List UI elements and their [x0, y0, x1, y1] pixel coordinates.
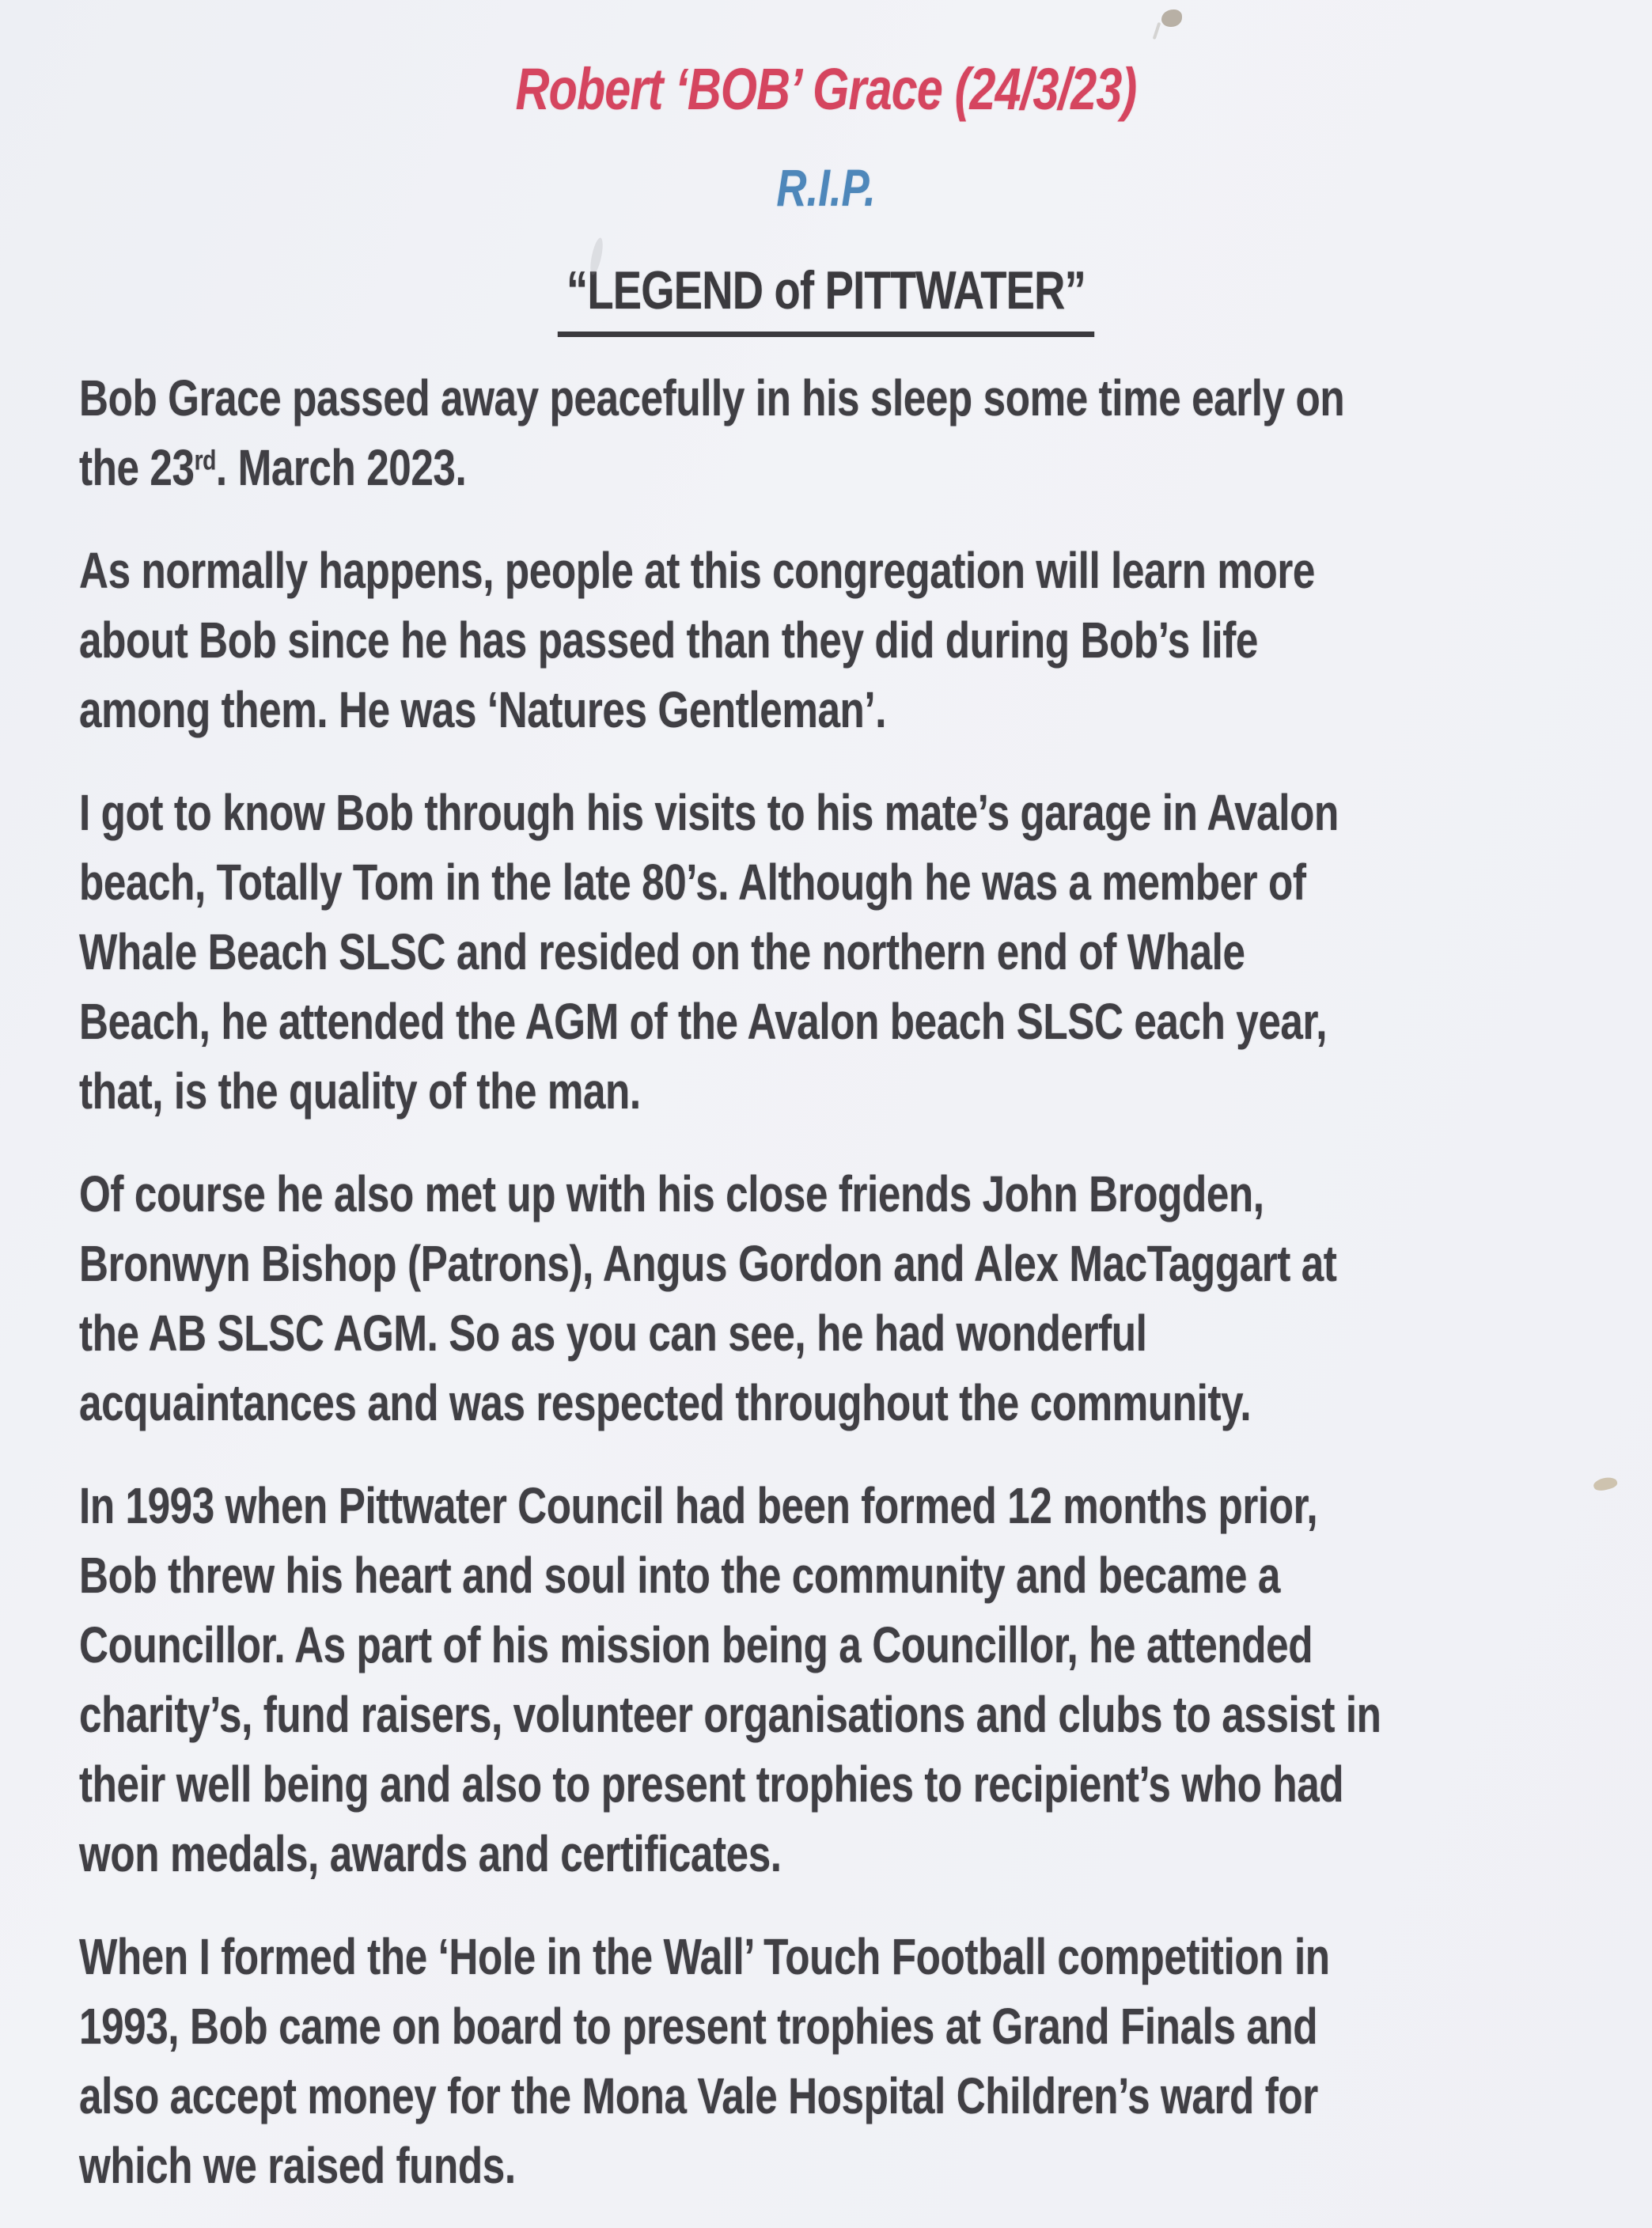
text-line: acquaintances and was respected throughout the community. — [79, 1374, 1252, 1431]
text-line: also accept money for the Mona Vale Hospital Children’s ward for — [79, 2067, 1318, 2124]
document-body — [79, 363, 1573, 2200]
paragraph — [79, 363, 1573, 502]
paragraph — [79, 1471, 1573, 1889]
text-line: won medals, awards and certificates. — [79, 1825, 782, 1882]
text-line: As normally happens, people at this congregation will learn more — [79, 542, 1315, 599]
text-line: Councillor. As part of his mission being a Councillor, he attended — [79, 1616, 1313, 1673]
text-line: that, is the quality of the man. — [79, 1063, 641, 1120]
text-line: When I formed the ‘Hole in the Wall’ Touch Football competition in — [79, 1928, 1330, 1985]
legend-heading-text: “LEGEND of PITTWATER” — [558, 259, 1095, 337]
scan-speck — [1161, 9, 1182, 27]
paragraph — [79, 536, 1573, 745]
text-line: Bob threw his heart and soul into the community and became a — [79, 1547, 1280, 1604]
text-line: Whale Beach SLSC and resided on the northern end of Whale — [79, 923, 1245, 980]
text-line: Beach, he attended the AGM of the Avalon beach SLSC each year, — [79, 993, 1328, 1050]
rip-subtitle: R.I.P. — [776, 158, 876, 217]
memorial-title: Robert ‘BOB’ Grace (24/3/23) — [515, 56, 1137, 122]
paragraph — [79, 778, 1573, 1126]
paragraph — [79, 1922, 1573, 2200]
text-line: among them. He was ‘Natures Gentleman’. — [79, 681, 887, 738]
scan-speck — [1593, 1476, 1619, 1493]
paragraph — [79, 1159, 1573, 1438]
legend-heading — [79, 259, 1573, 337]
text-line: their well being and also to present trophies to recipient’s who had — [79, 1756, 1344, 1813]
text-line: beach, Totally Tom in the late 80’s. Although he was a member of — [79, 854, 1306, 911]
text-line: In 1993 when Pittwater Council had been formed 12 months prior, — [79, 1477, 1318, 1534]
text-line: I got to know Bob through his visits to his mate’s garage in Avalon — [79, 784, 1339, 841]
text-line: the 23rd. March 2023. — [79, 439, 467, 496]
superscript-ordinal: rd — [194, 445, 216, 476]
text-line: about Bob since he has passed than they did during Bob’s life — [79, 612, 1258, 669]
text-line: Of course he also met up with his close friends John Brogden, — [79, 1165, 1264, 1222]
text-line: Bronwyn Bishop (Patrons), Angus Gordon and Alex MacTaggart at — [79, 1235, 1337, 1292]
text-line: charity’s, fund raisers, volunteer organisations and clubs to assist in — [79, 1686, 1381, 1743]
text-line: 1993, Bob came on board to present trophies at Grand Finals and — [79, 1998, 1318, 2055]
text-line: the AB SLSC AGM. So as you can see, he had wonderful — [79, 1305, 1147, 1362]
text-line: which we raised funds. — [79, 2137, 516, 2194]
text-line: Bob Grace passed away peacefully in his sleep some time early on — [79, 369, 1345, 426]
document-content — [79, 32, 1573, 2228]
